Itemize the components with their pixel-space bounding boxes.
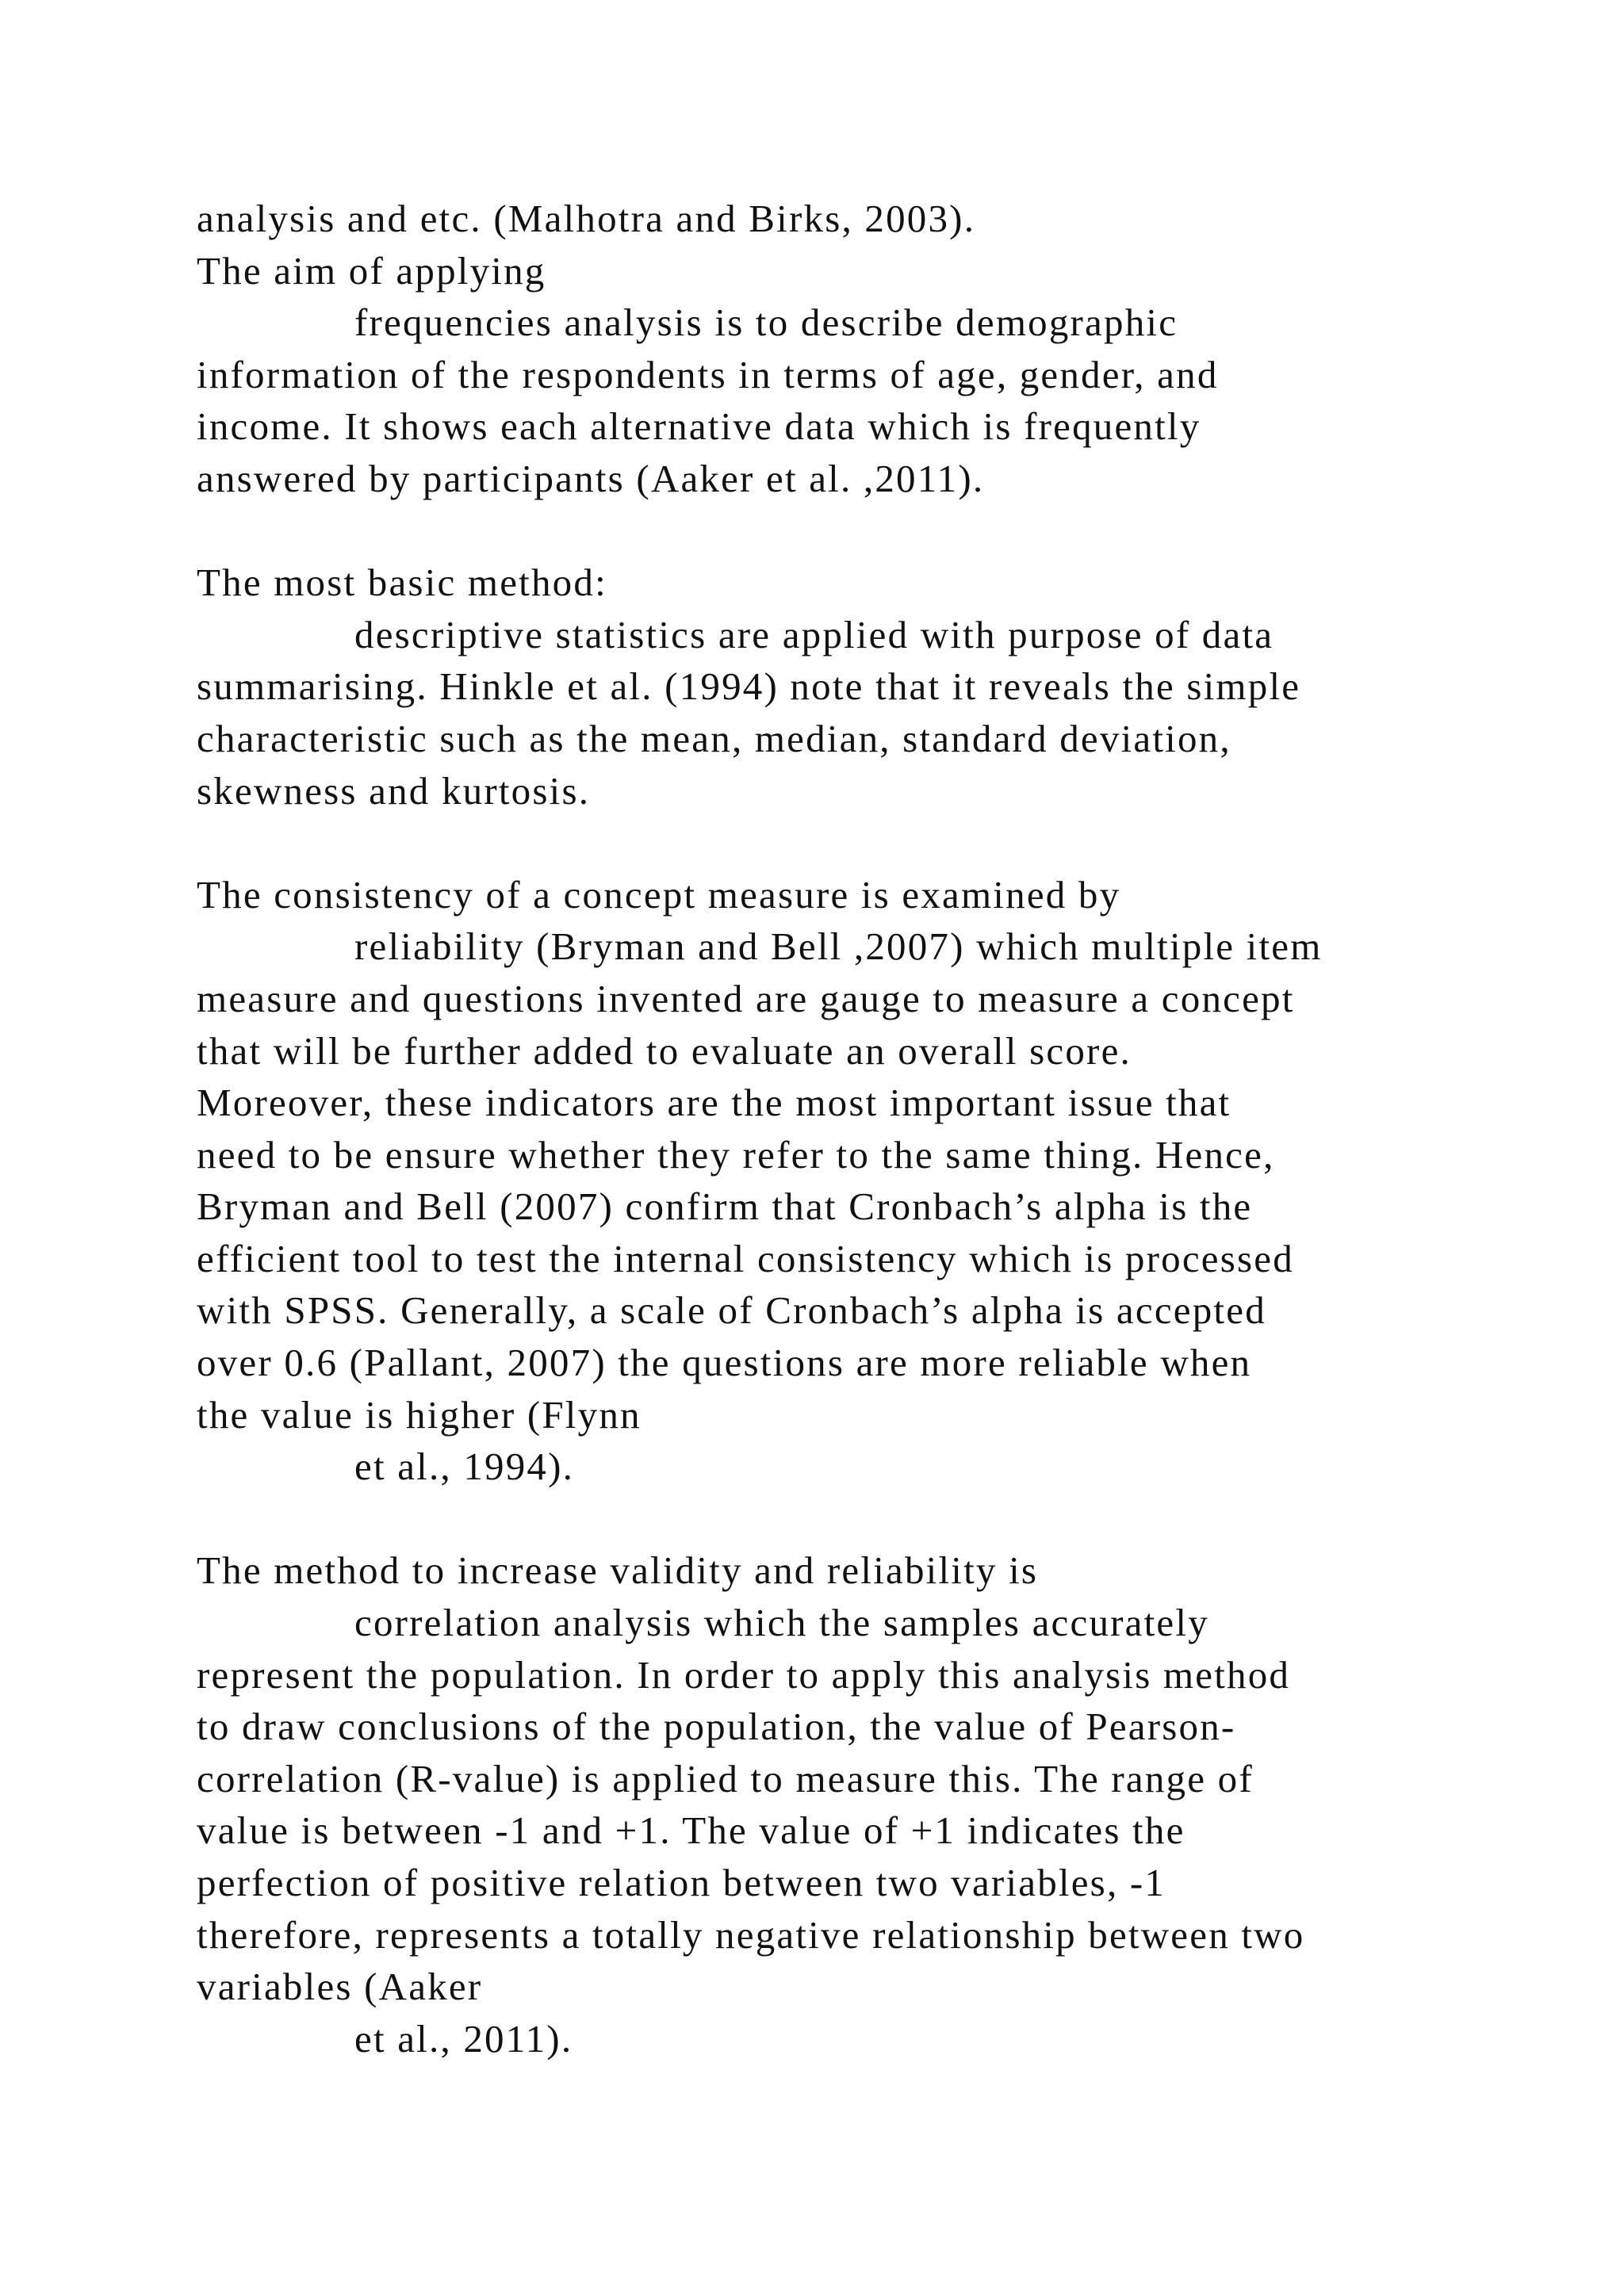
text-line: measure and questions invented are gauge to measure a concept xyxy=(197,976,1295,1020)
paragraph-gap xyxy=(197,505,1497,557)
text-line: The consistency of a concept measure is examined by xyxy=(197,872,1121,916)
text-line-indented: et al., 1994). xyxy=(354,1445,575,1489)
text-line: variables (Aaker xyxy=(197,1965,483,2009)
document-body xyxy=(197,193,1497,2064)
paragraph-reliability xyxy=(197,869,1497,1493)
text-line: Bryman and Bell (2007) confirm that Cronbach’s alpha is the xyxy=(197,1184,1253,1229)
text-line: income. It shows each alternative data which is frequently xyxy=(197,404,1201,449)
paragraph-descriptive-statistics xyxy=(197,557,1497,817)
text-line-indented: et al., 2011). xyxy=(354,2016,573,2061)
text-line: efficient tool to test the internal consistency which is processed xyxy=(197,1236,1294,1280)
text-line: perfection of positive relation between two variables, -1 xyxy=(197,1861,1166,1904)
paragraph-gap xyxy=(197,1493,1497,1545)
text-line: skewness and kurtosis. xyxy=(197,768,591,813)
text-line: information of the respondents in terms of age, gender, and xyxy=(197,352,1219,396)
paragraph-correlation xyxy=(197,1544,1497,2064)
text-line: The aim of applying xyxy=(197,248,546,293)
text-line: to draw conclusions of the population, the value of Pearson- xyxy=(197,1705,1236,1749)
text-line: characteristic such as the mean, median, standard deviation, xyxy=(197,716,1231,760)
text-line-indented: reliability (Bryman and Bell ,2007) which multiple item xyxy=(354,924,1323,969)
text-line: need to be ensure whether they refer to the same thing. Hence, xyxy=(197,1132,1275,1177)
text-line: with SPSS. Generally, a scale of Cronbach’s alpha is accepted xyxy=(197,1288,1266,1333)
text-line: therefore, represents a totally negative relationship between two xyxy=(197,1912,1305,1957)
paragraph-gap xyxy=(197,817,1497,869)
text-line: summarising. Hinkle et al. (1994) note that it reveals the simple xyxy=(197,664,1301,709)
text-line: The most basic method: xyxy=(197,561,607,605)
text-line: analysis and etc. (Malhotra and Birks, 2003). xyxy=(197,197,976,240)
text-line-indented: correlation analysis which the samples accurately xyxy=(354,1601,1209,1645)
text-line: correlation (R-value) is applied to measure this. The range of xyxy=(197,1756,1254,1800)
text-line: represent the population. In order to apply this analysis method xyxy=(197,1652,1291,1697)
text-line: The method to increase validity and reliability is xyxy=(197,1548,1039,1593)
text-line: Moreover, these indicators are the most important issue that xyxy=(197,1081,1231,1125)
text-line-indented: descriptive statistics are applied with purpose of data xyxy=(354,612,1274,656)
paragraph-analysis-methods xyxy=(197,193,1497,505)
text-line: answered by participants (Aaker et al. ,2011). xyxy=(197,456,985,500)
text-line: the value is higher (Flynn xyxy=(197,1392,642,1437)
text-line-indented: frequencies analysis is to describe demographic xyxy=(354,300,1178,345)
text-line: that will be further added to evaluate an overall score. xyxy=(197,1028,1132,1073)
text-line: over 0.6 (Pallant, 2007) the questions are more reliable when xyxy=(197,1341,1252,1385)
text-line: value is between -1 and +1. The value of +1 indicates the xyxy=(197,1808,1185,1853)
